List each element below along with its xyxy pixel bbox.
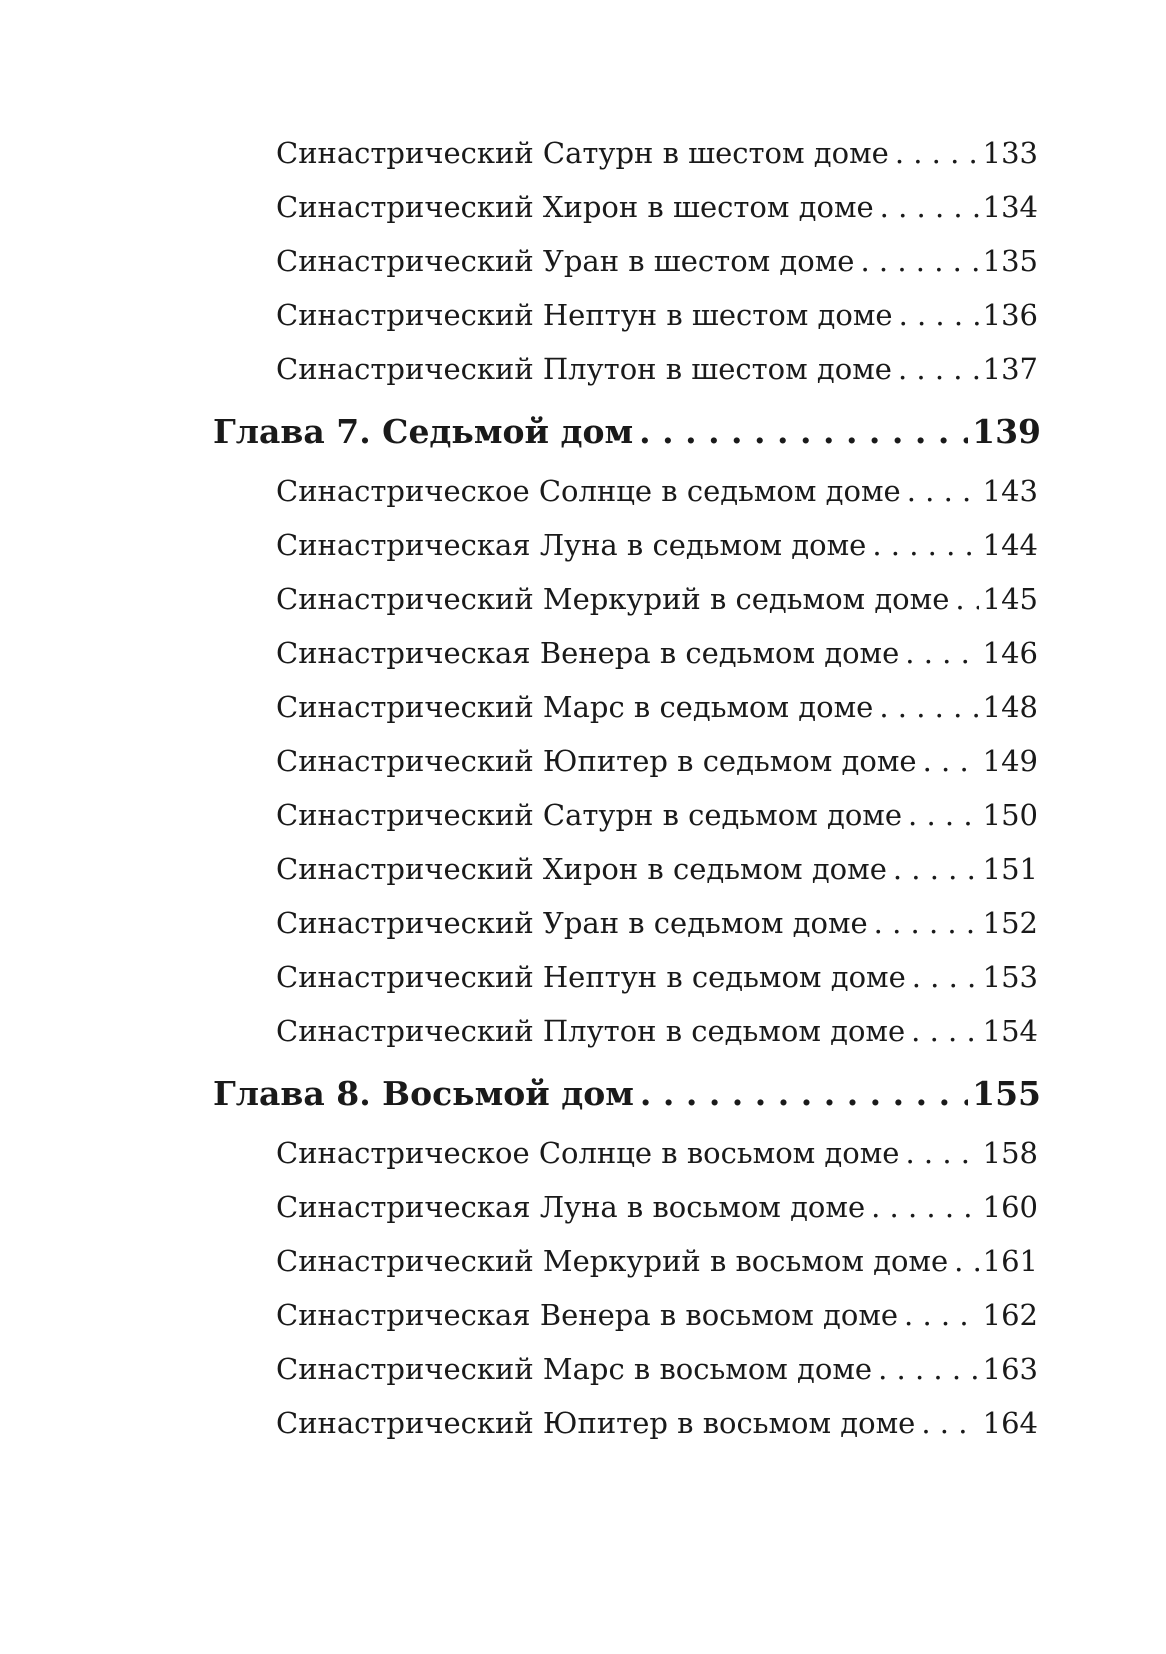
chapter-title: Глава 7. Седьмой дом — [213, 412, 634, 451]
toc-entry — [276, 744, 1038, 778]
page-number: 145 — [982, 582, 1038, 616]
page-number: 155 — [972, 1074, 1041, 1113]
dot-leader — [895, 136, 979, 170]
page-number: 151 — [982, 852, 1038, 886]
page-number: 153 — [982, 960, 1038, 994]
toc-entry — [276, 528, 1038, 562]
toc-entry — [276, 352, 1038, 386]
entry-title: Синастрическая Венера в восьмом доме — [276, 1298, 899, 1332]
dot-leader — [893, 852, 979, 886]
page-number: 152 — [982, 906, 1038, 940]
page-number: 133 — [982, 136, 1038, 170]
toc-entry — [276, 1406, 1038, 1440]
page-number: 150 — [982, 798, 1038, 832]
dot-leader — [880, 190, 979, 224]
toc-entry — [276, 136, 1038, 170]
entry-title: Синастрический Нептун в шестом доме — [276, 298, 893, 332]
page-number: 160 — [982, 1190, 1038, 1224]
entry-title: Синастрический Юпитер в седьмом доме — [276, 744, 917, 778]
entry-title: Синастрический Меркурий в седьмом доме — [276, 582, 950, 616]
page-number: 137 — [982, 352, 1038, 386]
toc-entry — [276, 1136, 1038, 1170]
page-number: 148 — [982, 690, 1038, 724]
entry-title: Синастрический Плутон в шестом доме — [276, 352, 892, 386]
entry-title: Синастрический Уран в седьмом доме — [276, 906, 868, 940]
dot-leader — [904, 1298, 979, 1332]
dot-leader — [921, 1406, 978, 1440]
entry-title: Синастрический Марс в восьмом доме — [276, 1352, 873, 1386]
dot-leader — [872, 528, 978, 562]
page-number: 134 — [982, 190, 1038, 224]
entry-title: Синастрический Хирон в седьмом доме — [276, 852, 887, 886]
entry-title: Синастрический Марс в седьмом доме — [276, 690, 874, 724]
page-number: 161 — [982, 1244, 1038, 1278]
toc-entry — [276, 690, 1038, 724]
toc-entry — [276, 636, 1038, 670]
entry-title: Синастрический Юпитер в восьмом доме — [276, 1406, 916, 1440]
dot-leader — [899, 298, 979, 332]
dot-leader — [879, 690, 978, 724]
page-number: 143 — [982, 474, 1038, 508]
page-number: 163 — [982, 1352, 1038, 1386]
page-number: 164 — [982, 1406, 1038, 1440]
entry-title: Синастрический Меркурий в восьмом доме — [276, 1244, 949, 1278]
dot-leader — [911, 1014, 979, 1048]
entry-title: Синастрическое Солнце в восьмом доме — [276, 1136, 900, 1170]
dot-leader — [639, 412, 968, 451]
dot-leader — [912, 960, 979, 994]
toc-entry — [276, 798, 1038, 832]
dot-leader — [860, 244, 978, 278]
toc-chapter-heading — [213, 412, 1041, 451]
toc-entry — [276, 1014, 1038, 1048]
toc-entry — [276, 474, 1038, 508]
entry-title: Синастрический Хирон в шестом доме — [276, 190, 874, 224]
page-number: 146 — [982, 636, 1038, 670]
toc-entry — [276, 960, 1038, 994]
dot-leader — [640, 1074, 968, 1113]
dot-leader — [908, 798, 979, 832]
toc-entry — [276, 582, 1038, 616]
page-number: 149 — [982, 744, 1038, 778]
toc-entry — [276, 244, 1038, 278]
dot-leader — [955, 582, 978, 616]
page-number: 135 — [982, 244, 1038, 278]
entry-title: Синастрический Сатурн в седьмом доме — [276, 798, 903, 832]
toc-entry — [276, 1190, 1038, 1224]
entry-title: Синастрическая Луна в восьмом доме — [276, 1190, 866, 1224]
page-number: 162 — [982, 1298, 1038, 1332]
entry-title: Синастрический Плутон в седьмом доме — [276, 1014, 906, 1048]
toc-entry — [276, 190, 1038, 224]
toc-chapter-heading — [213, 1074, 1041, 1113]
entry-title: Синастрическая Венера в седьмом доме — [276, 636, 900, 670]
dot-leader — [874, 906, 979, 940]
dot-leader — [954, 1244, 979, 1278]
page-number: 144 — [982, 528, 1038, 562]
page-number: 139 — [972, 412, 1041, 451]
toc-entry — [276, 852, 1038, 886]
dot-leader — [878, 1352, 979, 1386]
toc-entry — [276, 298, 1038, 332]
entry-title: Синастрическая Луна в седьмом доме — [276, 528, 867, 562]
dot-leader — [905, 636, 978, 670]
dot-leader — [907, 474, 979, 508]
toc-entry — [276, 1352, 1038, 1386]
entry-title: Синастрический Уран в шестом доме — [276, 244, 855, 278]
entry-title: Синастрический Сатурн в шестом доме — [276, 136, 889, 170]
dot-leader — [871, 1190, 979, 1224]
toc-entry — [276, 906, 1038, 940]
entry-title: Синастрический Нептун в седьмом доме — [276, 960, 906, 994]
entry-title: Синастрическое Солнце в седьмом доме — [276, 474, 901, 508]
dot-leader — [905, 1136, 978, 1170]
toc-entry — [276, 1298, 1038, 1332]
page-number: 154 — [982, 1014, 1038, 1048]
chapter-title: Глава 8. Восьмой дом — [213, 1074, 634, 1113]
dot-leader — [898, 352, 979, 386]
dot-leader — [923, 744, 979, 778]
page-number: 158 — [982, 1136, 1038, 1170]
page-number: 136 — [982, 298, 1038, 332]
toc-entry — [276, 1244, 1038, 1278]
